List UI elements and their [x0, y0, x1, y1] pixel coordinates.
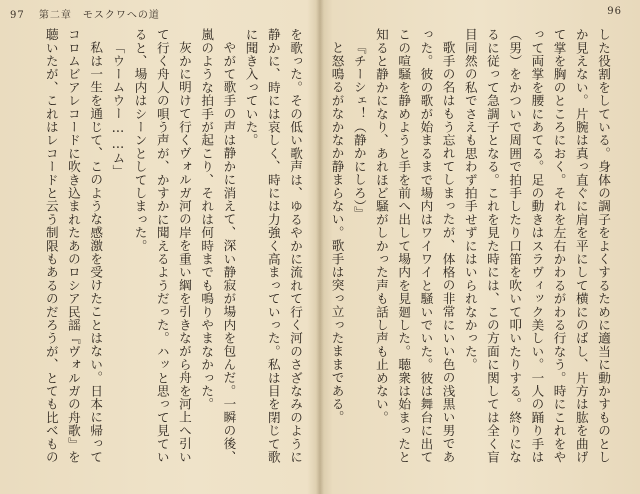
paragraph: した役割をしている。身体の調子をよくするために適当に動かすものとしか見えない。片腕は真っ直ぐに肩を平にして横にのばし、片方は肱を曲げて掌を胸のところにおく。それを左右かわるがわる行なう。時にこれをやって両掌を腰にあてる。足の動きはスラヴィック美しい。一人の踊り手は（男）をかついで周囲で拍手したり口笛を吹いて叩いたりする。終りになるに従って急調子となる。これを見た時には、この方面に関しては全く盲目同然の私でさえも思わず拍手せずにはいられなかった。: [462, 28, 611, 464]
right-page-header: [607, 6, 622, 17]
left-page-number: 97: [10, 10, 25, 21]
paragraph: やがて歌手の声は静かに消えて、深い静寂が場内を包んだ。一瞬の後、嵐のような拍手が起こり、それは何時までも鳴りやまなかった。: [199, 28, 237, 463]
left-page-text: [36, 28, 306, 468]
paragraph: と怒鳴るがなかなか静まらない。歌手は突っ立ったままである。: [330, 40, 345, 424]
paragraph: 灰かに明けて行くヴォルガ河の岸を重い綱を引きながら舟を河上へ引いて行く舟人の唄う声が、かすかに聞えるようだった。ハッと思って見ていると、場内はシーンとしてしまった。: [132, 28, 192, 464]
right-page-number: 96: [607, 6, 622, 17]
paragraph: 「ウームウー……ム」: [110, 40, 126, 178]
paragraph: 歌手の名はもう忘れてしまったが、体格の非常にいい色の浅黒い男であった。彼の歌が始まるまで場内はワイワイと騒いでいた。彼は舞台に出てこの喧騒を静めようと手を前へ出して場内を見廻した。聴衆は始まったと知ると静かになり、あれほど騒がしかった声も話し声も止めない。: [373, 28, 456, 464]
paragraph: 『チーシェ！（静かにしろ）』: [351, 40, 367, 220]
right-page-text: [330, 28, 614, 468]
paragraph: 私は一生を通じて、このような感激を受けたことはない。日本に帰ってコロムビアレコードに吹き込まれたあのロシア民謡『ヴォルガの舟歌』を聴いたが、これはレコードと云う制限もあるのだろうが、とても比べもの: [43, 28, 104, 464]
left-page-header: [10, 6, 160, 21]
paragraph: を歌った。その低い歌声は、ゆるやかに流れて行く河のさざなみのように静かに、時には哀しく、時には力強く高まっていった。私は目を閉じて歌に聞き入っていた。: [243, 28, 303, 464]
running-head: 第二章 モスクワへの道: [38, 10, 160, 21]
page-gutter: [316, 0, 324, 494]
